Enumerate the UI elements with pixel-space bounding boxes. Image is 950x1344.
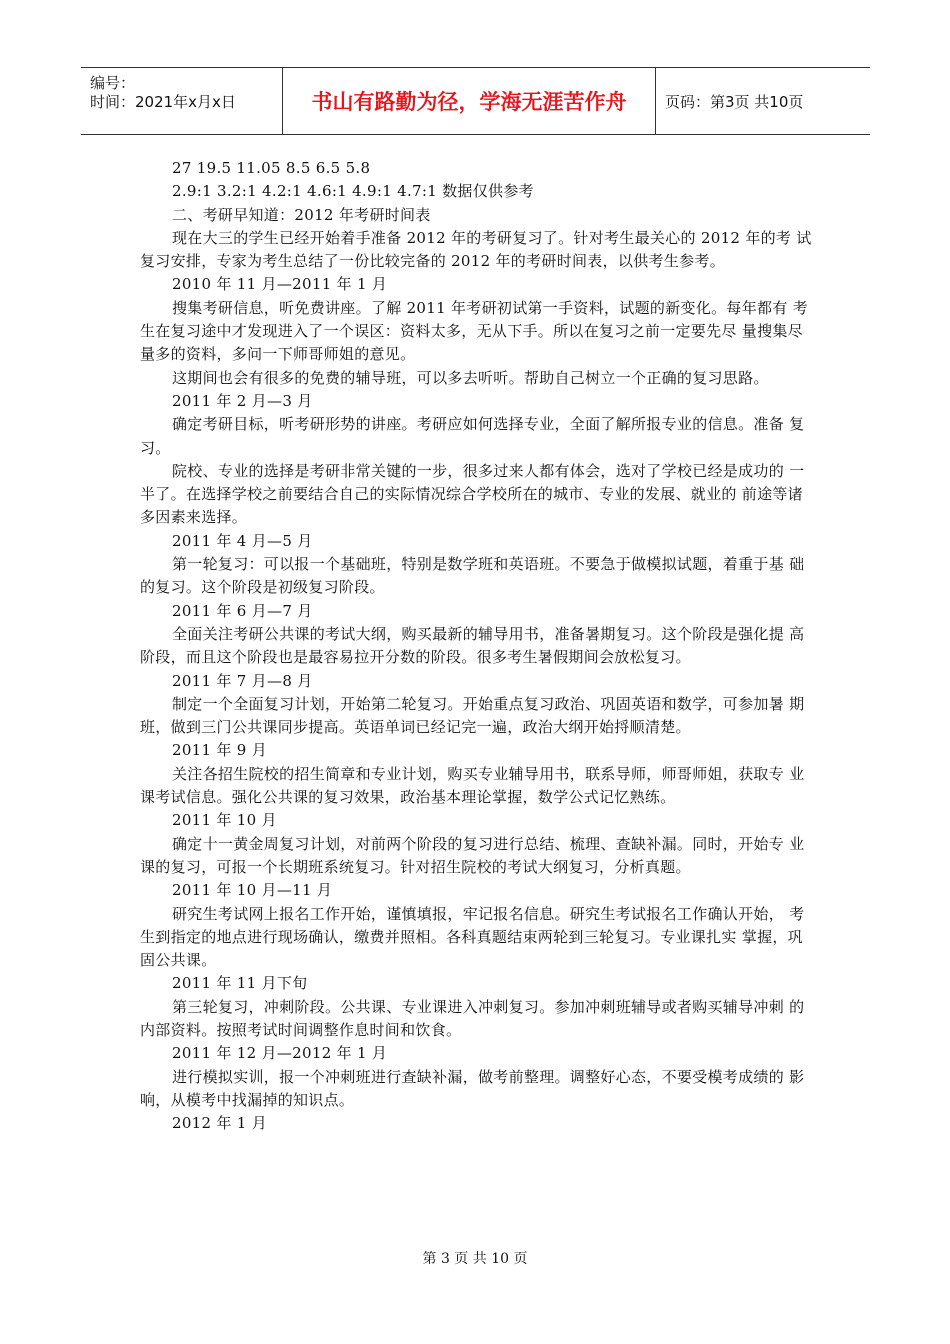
paragraph: 进行模拟实训，报一个冲刺班进行查缺补漏，做考前整理。调整好心态，不要受模考成绩的 影响，从模考中找漏掉的知识点。 (140, 1067, 805, 1109)
paragraph: 2012 年 1 月 (172, 1114, 268, 1133)
paragraph: 27 19.5 11.05 8.5 6.5 5.8 (172, 159, 371, 177)
paragraph: 二、考研早知道：2012 年考研时间表 (172, 205, 431, 224)
paragraph: 2011 年 6 月—7 月 (172, 601, 313, 620)
number-label: 编号： (90, 74, 136, 92)
paragraph: 2011 年 7 月—8 月 (172, 671, 313, 690)
paragraph: 2011 年 10 月—11 月 (172, 881, 333, 900)
paragraph: 2011 年 4 月—5 月 (172, 531, 313, 550)
document-body (140, 157, 816, 1135)
header-motto: 书山有路勤为径，学海无涯苦作舟 (282, 68, 656, 134)
header-page-code: 页码：第3页 共10页 (665, 92, 804, 111)
paragraph: 制定一个全面复习计划，开始第二轮复习。开始重点复习政治、巩固英语和数学，可参加暑 期班，做到三门公共课同步提高。英语单词已经记完一遍，政治大纲开始捋顺清楚。 (140, 694, 805, 737)
paragraph: 2010 年 11 月—2011 年 1 月 (172, 275, 388, 294)
paragraph: 关注各招生院校的招生简章和专业计划，购买专业辅导用书，联系导师，师哥师姐，获取专 业课考试信息。强化公共课的复习效果，政治基本理论掌握，数学公式记忆熟练。 (140, 764, 805, 807)
paragraph: 2011 年 2 月—3 月 (172, 391, 313, 410)
paragraph: 2011 年 9 月 (172, 741, 268, 760)
page-header (81, 67, 870, 135)
paragraph: 确定十一黄金周复习计划，对前两个阶段的复习进行总结、梳理、查缺补漏。同时，开始专 业课的复习，可报一个长期班系统复习。针对招生院校的考试大纲复习，分析真题。 (140, 834, 805, 876)
paragraph: 院校、专业的选择是考研非常关键的一步，很多过来人都有体会，选对了学校已经是成功的 一半了。在选择学校之前要结合自己的实际情况综合学校所在的城市、专业的发展、就业的 前途等诸多因素来选择。 (140, 461, 805, 527)
paragraph: 第一轮复习：可以报一个基础班，特别是数学班和英语班。不要急于做模拟试题，着重于基 础的复习。这个阶段是初级复习阶段。 (140, 555, 805, 597)
page-footer: 第 3 页 共 10 页 (422, 1251, 528, 1267)
paragraph: 全面关注考研公共课的考试大纲，购买最新的辅导用书，准备暑期复习。这个阶段是强化提 高阶段，而且这个阶段也是最容易拉开分数的阶段。很多考生暑假期间会放松复习。 (140, 624, 805, 667)
paragraph: 这期间也会有很多的免费的辅导班，可以多去听听。帮助自己树立一个正确的复习思路。 (172, 368, 769, 387)
paragraph: 现在大三的学生已经开始着手准备 2012 年的考研复习了。针对考生最关心的 2012 年的考 试复习安排，专家为考生总结了一份比较完备的 2012 年的考研时间表，以供考生参考。 (140, 228, 812, 271)
paragraph: 2011 年 12 月—2012 年 1 月 (172, 1044, 388, 1063)
paragraph: 第三轮复习，冲刺阶段。公共课、专业课进入冲刺复习。参加冲刺班辅导或者购买辅导冲刺 的内部资料。按照考试时间调整作息时间和饮食。 (140, 997, 805, 1039)
time-label: 时间：2021年x月x日 (90, 93, 236, 111)
paragraph: 搜集考研信息，听免费讲座。了解 2011 年考研初试第一手资料，试题的新变化。每年都有 考生在复习途中才发现进入了一个误区：资料太多，无从下手。所以在复习之前一定要先尽 量搜集尽量多的资料，多问一下师哥师姐的意见。 (140, 298, 808, 364)
paragraph: 研究生考试网上报名工作开始，谨慎填报，牢记报名信息。研究生考试报名工作确认开始， 考生到指定的地点进行现场确认，缴费并照相。各科真题结束两轮到三轮复习。专业课扎实 掌握，巩固公共课。 (140, 904, 805, 970)
paragraph: 2011 年 10 月 (172, 811, 277, 830)
paragraph: 确定考研目标，听考研形势的讲座。考研应如何选择专业，全面了解所报专业的信息。准备 复习。 (140, 415, 805, 457)
header-meta (81, 68, 282, 134)
paragraph: 2.9:1 3.2:1 4.2:1 4.6:1 4.9:1 4.7:1 数据仅供参考 (172, 182, 534, 201)
paragraph: 2011 年 11 月下旬 (172, 974, 308, 993)
